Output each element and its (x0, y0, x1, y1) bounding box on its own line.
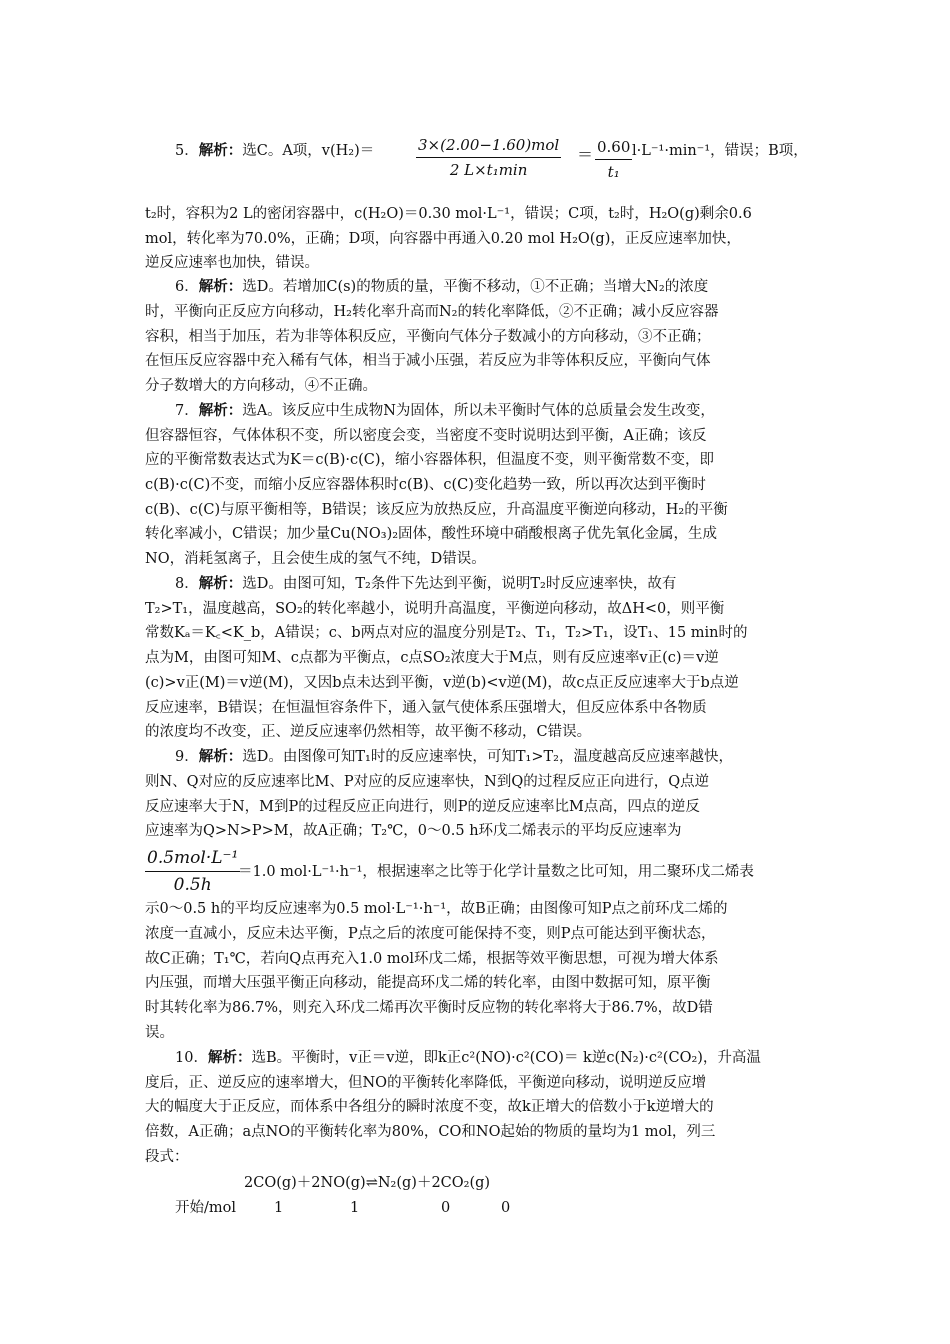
q8-line-1 (175, 575, 813, 593)
q5-number: 5． (175, 143, 199, 159)
q7-text-1: 选A。该反应中生成物N为固体，所以未平衡时气体的总质量会发生改变， (242, 403, 715, 419)
q7-line-3: 应的平衡常数表达式为K＝c(B)·c(C)，缩小容器体积，但温度不变，则平衡常数不变，即 (145, 452, 715, 468)
q6-text-1: 选D。若增加C(s)的物质的量，平衡不移动，①不正确；当增大N₂的浓度 (242, 279, 709, 295)
q7-line-2: 但容器恒容，气体体积不变，所以密度会变，当密度不变时说明达到平衡，A正确；该反 (145, 428, 707, 444)
q9-line-10: 时其转化率为86.7%，则充入环戊二烯再次平衡时反应物的转化率将大于86.7%，故D错 (145, 1000, 713, 1016)
q9-number: 9． (175, 749, 199, 765)
q5-line-2: t₂时，容积为2 L的密闭容器中，c(H₂O)＝0.30 mol·L⁻¹，错误；C项，t₂时，H₂O(g)剩余0.6 (145, 206, 752, 222)
q9-line-1 (175, 748, 813, 766)
q7-label: 解析： (198, 402, 243, 419)
q8-line-4: 点为M，由图可知M、c点都为平衡点，c点SO₂浓度大于M点，则有反应速率v正(c)＝v逆 (145, 650, 719, 666)
q8-label: 解析： (198, 575, 243, 592)
q6-line-3: 容积，相当于加压，若为非等体积反应，平衡向气体分子数减小的方向移动，③不正确； (145, 329, 711, 345)
q10-line-3: 大的幅度大于正反应，而体系中各组分的瞬时浓度不变，故k正增大的倍数小于k逆增大的 (145, 1099, 714, 1115)
q7-line-5: c(B)、c(C)与原平衡相等，B错误；该反应为放热反应，升高温度平衡逆向移动，H₂的平衡 (145, 502, 728, 518)
q9-text-1: 选D。由图像可知T₁时的反应速率快，可知T₁>T₂，温度越高反应速率越快， (242, 749, 733, 765)
q5-fraction-1-denominator: 2 L×t₁min (449, 161, 528, 179)
q5-fraction-1 (416, 136, 561, 179)
q8-line-6: 反应速率，B错误；在恒温恒容条件下，通入氩气使体系压强增大，但反应体系中各物质 (145, 700, 707, 716)
q10-line-4: 倍数，A正确；a点NO的平衡转化率为80%，CO和NO起始的物质的量均为1 mol，列三 (145, 1124, 716, 1140)
q5-line-3: mol，转化率为70.0%，正确；D项，向容器中再通入0.20 mol H₂O(g)，正反应速率加快， (145, 231, 741, 247)
q9-line-9: 内压强，而增大压强平衡正向移动，能提高环戊二烯的转化率，由图中数据可知，原平衡 (145, 975, 711, 991)
q5-equals: ＝ (577, 145, 594, 164)
q9-fraction-denominator: 0.5h (173, 875, 212, 895)
q5-line-4: 逆反应速率也加快，错误。 (145, 255, 319, 271)
q8-line-2: T₂>T₁，温度越高，SO₂的转化率越小，说明升高温度，平衡逆向移动，故ΔH<0，则平衡 (145, 601, 725, 617)
q10-row-value-co: 1 (274, 1200, 284, 1216)
q6-line-2: 时，平衡向正反应方向移动，H₂转化率升高而N₂的转化率降低，②不正确；减小反应容器 (145, 304, 719, 320)
q9-line-5-tail: ＝1.0 mol·L⁻¹·h⁻¹，根据速率之比等于化学计量数之比可知，用二聚环戊二烯表 (238, 864, 754, 880)
q10-line-2: 度后，正、逆反应的速率增大，但NO的平衡转化率降低，平衡逆向移动，说明逆反应增 (145, 1075, 707, 1091)
q9-line-3: 反应速率大于N，M到P的过程反应正向进行，则P的逆反应速率比M点高，四点的逆反 (145, 799, 700, 815)
q9-line-2: 则N、Q对应的反应速率比M、P对应的反应速率快，N到Q的过程反应正向进行，Q点逆 (145, 774, 710, 790)
q9-line-6: 示0～0.5 h的平均反应速率为0.5 mol·L⁻¹·h⁻¹，故B正确；由图像可知P点之前环戊二烯的 (145, 901, 728, 917)
q9-line-8: 故C正确；T₁℃，若向Q点再充入1.0 mol环戊二烯，根据等效平衡思想，可视为增大体系 (145, 951, 719, 967)
q5-intro: 选C。A项，v(H₂)＝ (242, 143, 375, 159)
q7-number: 7． (175, 403, 199, 419)
q10-row-value-co2: 0 (501, 1200, 511, 1216)
q6-number: 6． (175, 279, 199, 295)
q9-fraction (145, 848, 240, 895)
q5-fraction-2-numerator: 0.60 (595, 138, 632, 160)
q9-line-11: 误。 (145, 1025, 174, 1041)
q5-fraction-2-denominator: t₁ (607, 163, 620, 181)
q7-line-6: 转化率减小，C错误；加少量Cu(NO₃)₂固体，酸性环境中硝酸根离子优先氧化金属，生成 (145, 526, 718, 542)
q6-line-4: 在恒压反应容器中充入稀有气体，相当于减小压强，若反应为非等体积反应，平衡向气体 (145, 353, 711, 369)
q5-fraction-1-numerator: 3×(2.00−1.60)mol (416, 136, 561, 158)
q9-fraction-numerator: 0.5mol·L⁻¹ (145, 848, 240, 872)
q8-line-7: 的浓度均不改变，正、逆反应速率仍然相等，故平衡不移动，C错误。 (145, 724, 592, 740)
q10-line-1 (175, 1049, 813, 1067)
q10-row-value-n2: 0 (441, 1200, 451, 1216)
q5-tail: l·L⁻¹·min⁻¹，错误；B项， (632, 143, 808, 159)
q9-line-4: 应速率为Q>N>P>M，故A正确；T₂℃，0～0.5 h环戊二烯表示的平均反应速率为 (145, 823, 682, 839)
q5-fraction-2 (595, 138, 632, 181)
q9-label: 解析： (198, 748, 243, 765)
q10-text-1: 选B。平衡时，v正＝v逆，即k正c²(NO)·c²(CO)＝ k逆c(N₂)·c²(CO₂)，升高温 (251, 1050, 761, 1066)
q7-line-4: c(B)·c(C)不变，而缩小反应容器体积时c(B)、c(C)变化趋势一致，所以再次达到平衡时 (145, 477, 706, 493)
q10-line-5: 段式： (145, 1149, 189, 1165)
q10-equation: 2CO(g)＋2NO(g)⇌N₂(g)＋2CO₂(g) (244, 1175, 491, 1191)
q8-line-5: (c)>v正(M)＝v逆(M)，又因b点未达到平衡，v逆(b)<v逆(M)，故c点正反应速率大于b点逆 (145, 675, 739, 691)
q7-line-7: NO，消耗氢离子，且会使生成的氢气不纯，D错误。 (145, 551, 486, 567)
q6-label: 解析： (198, 278, 243, 295)
q6-line-5: 分子数增大的方向移动，④不正确。 (145, 378, 377, 394)
q10-label: 解析： (207, 1049, 252, 1066)
q10-row-label: 开始/mol (175, 1200, 237, 1216)
q8-line-3: 常数Kₐ＝K꜀<K_b，A错误；c、b两点对应的温度分别是T₂、T₁，T₂>T₁，设T₁、15 min时的 (145, 625, 748, 641)
q5-label: 解析： (198, 142, 243, 159)
q7-line-1 (175, 402, 813, 420)
q10-row-value-no: 1 (350, 1200, 360, 1216)
q9-line-7: 浓度一直减小，反应未达平衡，P点之后的浓度可能保持不变，则P点可能达到平衡状态， (145, 926, 716, 942)
q8-number: 8． (175, 576, 199, 592)
q10-number: 10． (175, 1050, 208, 1066)
q8-text-1: 选D。由图可知，T₂条件下先达到平衡，说明T₂时反应速率快，故有 (242, 576, 677, 592)
q6-line-1 (175, 278, 813, 296)
